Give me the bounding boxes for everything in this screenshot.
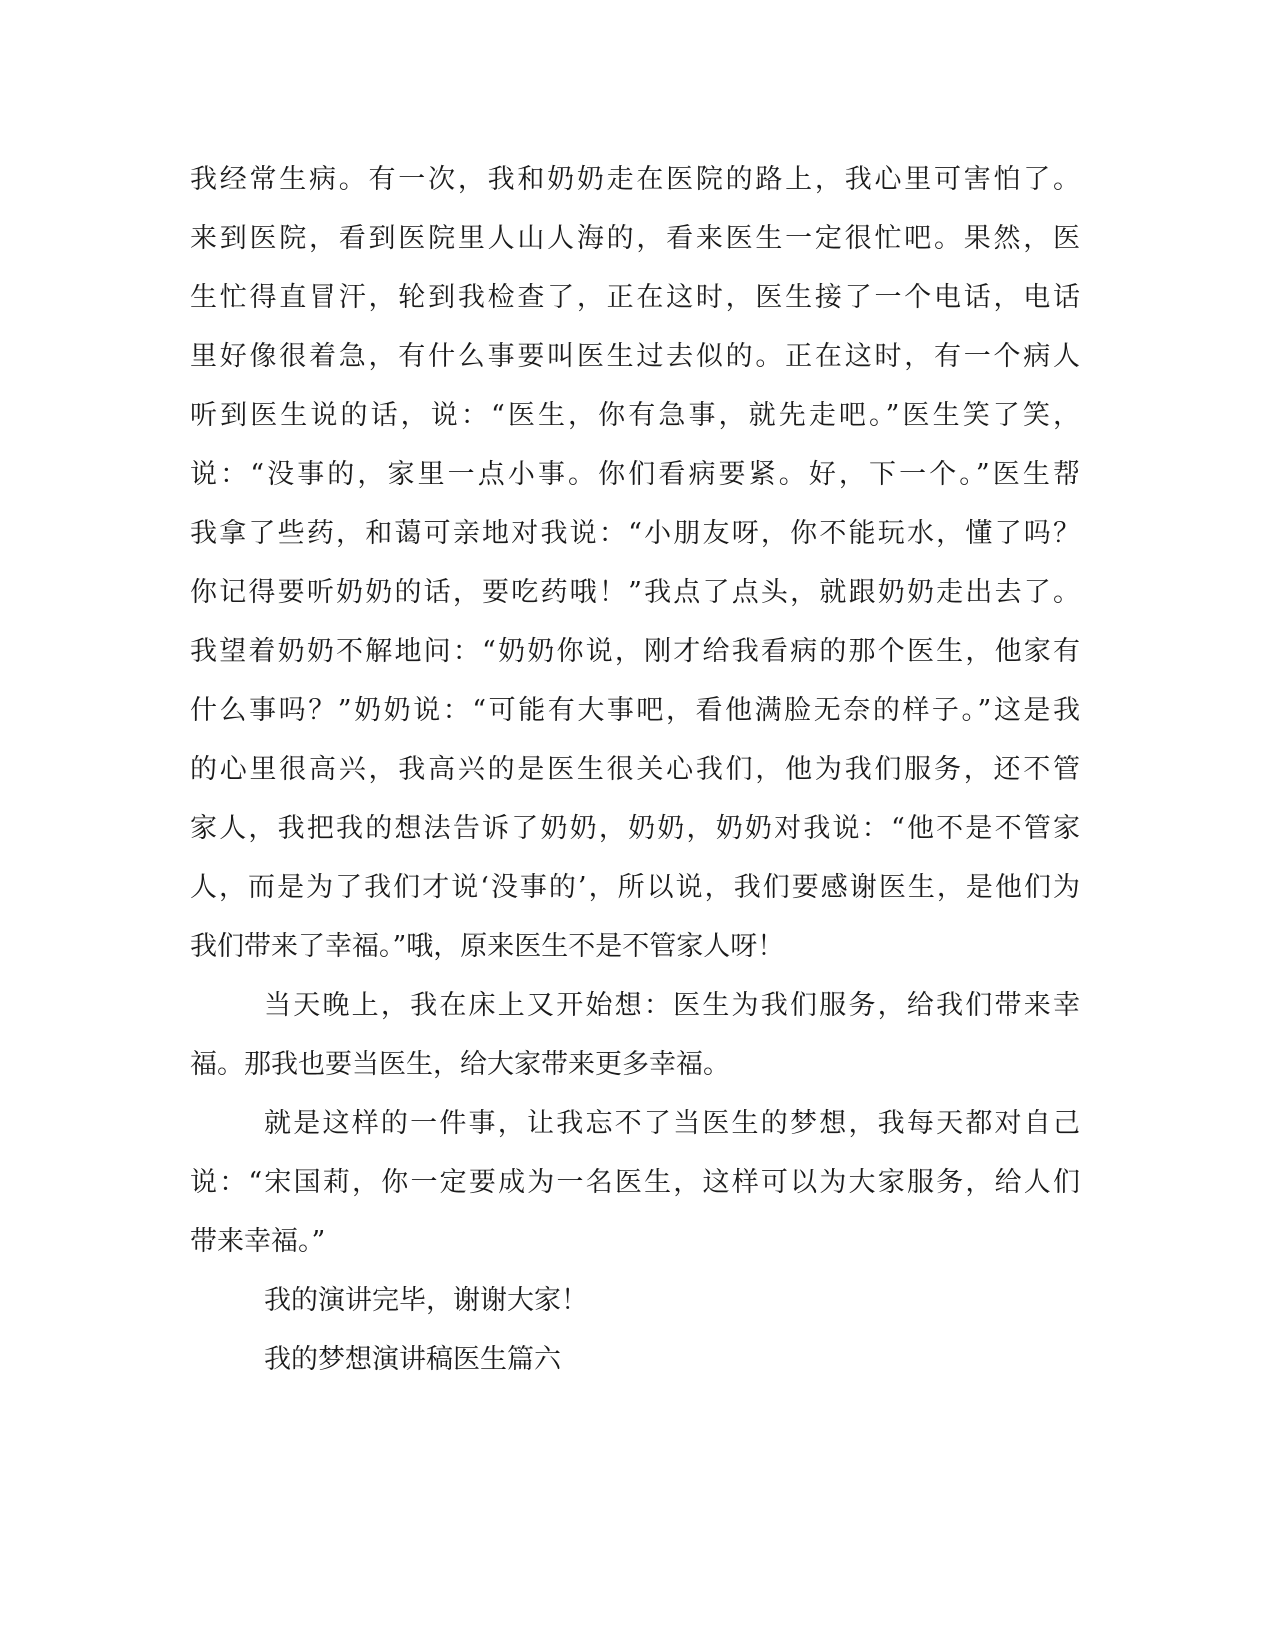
paragraph-line: 什么事吗？”奶奶说：“可能有大事吧，看他满脸无奈的样子。”这是我 [190,695,1080,726]
paragraph-line: 我经常生病。有一次，我和奶奶走在医院的路上，我心里可害怕了。 [190,164,1080,195]
paragraph-line: 生忙得直冒汗，轮到我检查了，正在这时，医生接了一个电话，电话 [190,282,1080,313]
paragraph-line: 说：“宋国莉，你一定要成为一名医生，这样可以为大家服务，给人们 [190,1167,1080,1198]
paragraph-line: 带来幸福。” [190,1226,326,1257]
paragraph-line: 来到医院，看到医院里人山人海的，看来医生一定很忙吧。果然，医 [190,223,1080,254]
paragraph-line: 家人，我把我的想法告诉了奶奶，奶奶，奶奶对我说：“他不是不管家 [190,813,1080,844]
paragraph-line: 你记得要听奶奶的话，要吃药哦！”我点了点头，就跟奶奶走出去了。 [190,577,1080,608]
paragraph-line: 说：“没事的，家里一点小事。你们看病要紧。好，下一个。”医生帮 [190,459,1080,490]
paragraph-line: 福。那我也要当医生，给大家带来更多幸福。 [190,1049,730,1080]
paragraph-line: 我望着奶奶不解地问：“奶奶你说，刚才给我看病的那个医生，他家有 [190,636,1080,667]
paragraph-line: 听到医生说的话，说：“医生，你有急事，就先走吧。”医生笑了笑， [190,400,1080,431]
section-heading: 我的梦想演讲稿医生篇六 [264,1344,561,1375]
closing-line: 我的演讲完毕，谢谢大家！ [264,1285,588,1316]
paragraph-line: 里好像很着急，有什么事要叫医生过去似的。正在这时，有一个病人 [190,341,1080,372]
paragraph-line: 我拿了些药，和蔼可亲地对我说：“小朋友呀，你不能玩水，懂了吗？ [190,518,1080,549]
paragraph-line: 就是这样的一件事，让我忘不了当医生的梦想，我每天都对自己 [264,1108,1080,1139]
paragraph-line: 人，而是为了我们才说‘没事的’，所以说，我们要感谢医生，是他们为 [190,872,1080,903]
paragraph-line: 我们带来了幸福。”哦，原来医生不是不管家人呀！ [190,931,785,962]
paragraph-line: 当天晚上，我在床上又开始想：医生为我们服务，给我们带来幸 [264,990,1080,1021]
paragraph-line: 的心里很高兴，我高兴的是医生很关心我们，他为我们服务，还不管 [190,754,1080,785]
